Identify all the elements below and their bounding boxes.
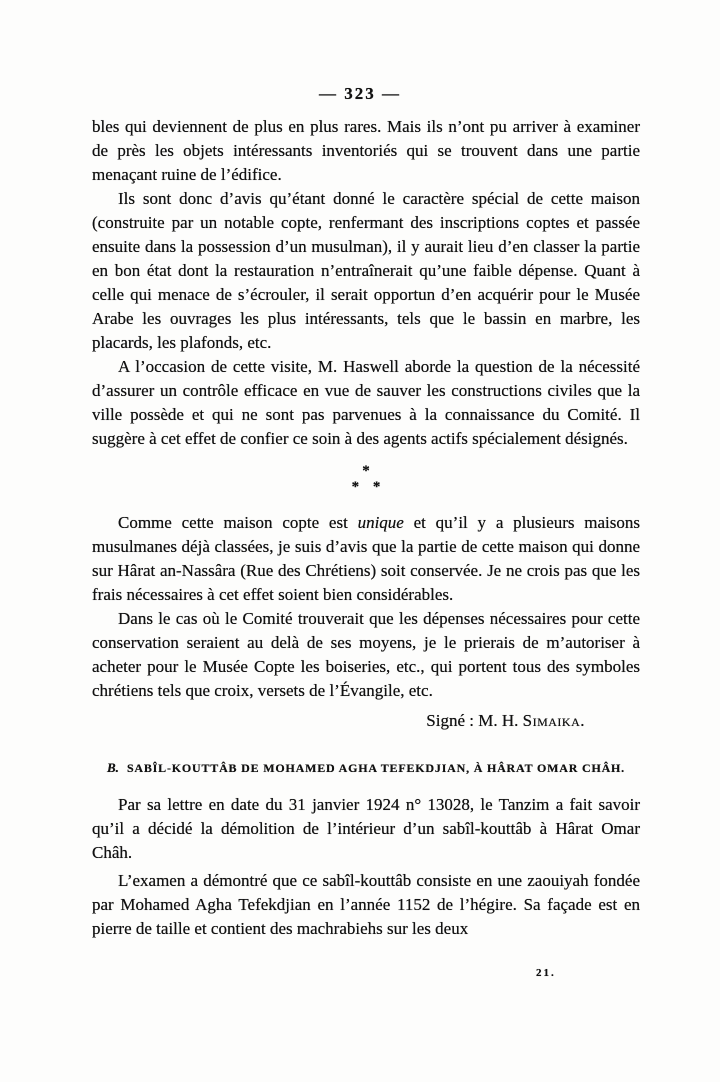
asterism-top: *	[362, 463, 370, 479]
section-heading	[92, 759, 640, 777]
paragraph: A l’occasion de cette visite, M. Haswell aborde la question de la nécessité d’assurer un contrôle efficace en vue de sauver les constructions civiles que la ville possède et qui ne sont pas parvenues à la connaissance du Comité. Il suggère à cet effet de confier ce soin à des agents actifs spécialement désignés.	[92, 357, 640, 448]
paragraph-text: et qu’il y a plusieurs maisons musulmanes déjà classées, je suis d’avis que la partie de cette maison qui donne sur Hârat an-Nassâra (Rue des Chrétiens) soit conservée. Je ne crois pas que les frais nécessaires à cet effet soient bien considérables.	[92, 513, 641, 604]
text-block	[92, 115, 640, 941]
paragraph: Dans le cas où le Comité trouverait que les dépenses nécessaires pour cette conservation seraient au delà de ses moyens, je le prierais de m’autoriser à acheter pour le Musée Copte les boiseries, etc., qui portent tous des symboles chrétiens tels que croix, versets de l’Évangile, etc.	[92, 609, 640, 700]
paragraph-text: Comme cette maison copte est	[118, 513, 358, 532]
paragraph: L’examen a démontré que ce sabîl-kouttâb consiste en une zaouiyah fondée par Mohamed Agha Tefekdjian en l’année 1152 de l’hégire. Sa façade est en pierre de taille et contient des machrabiehs sur les deux	[92, 871, 640, 938]
section-heading-text: SABÎL-KOUTTÂB DE MOHAMED AGHA TEFEKDJIAN, À HÂRAT OMAR CHÂH.	[126, 761, 625, 775]
page-number: — 323 —	[319, 84, 401, 103]
paragraph: Ils sont donc d’avis qu’étant donné le caractère spécial de cette maison (construite par un notable copte, renfermant des inscriptions coptes et passée ensuite dans la possession d’un musulman), il y aurait lieu d’en classer la partie en bon état dont la restauration n’entraînerait qu’une faible dépense. Quant à celle qui menace de s’écrouler, il serait opportun d’en acquérir pour le Musée Arabe les ouvrages les plus intéressants, tels que le bassin en marbre, les placards, les plafonds, etc.	[92, 189, 640, 352]
emphasized-word: unique	[357, 513, 404, 532]
asterism-divider	[92, 463, 640, 495]
paragraph	[92, 511, 640, 607]
signature-name: Simaika.	[522, 711, 585, 730]
asterism-bottom: * *	[351, 479, 381, 495]
paragraph: Par sa lettre en date du 31 janvier 1924 n° 13028, le Tanzim a fait savoir qu’il a décidé la démolition de l’intérieur d’un sabîl-kouttâb à Hârat Omar Châh.	[92, 795, 640, 862]
paragraph-continuation: bles qui deviennent de plus en plus rares. Mais ils n’ont pu arriver à examiner de près les objets intéressants inventoriés qui se trouvent dans une partie menaçant ruine de l’édifice.	[92, 117, 640, 184]
signature-prefix: Signé : M. H.	[426, 711, 523, 730]
section-heading-marker: B.	[107, 760, 119, 775]
signature-line	[92, 709, 640, 733]
printer-signature-mark: 21.	[536, 967, 556, 979]
